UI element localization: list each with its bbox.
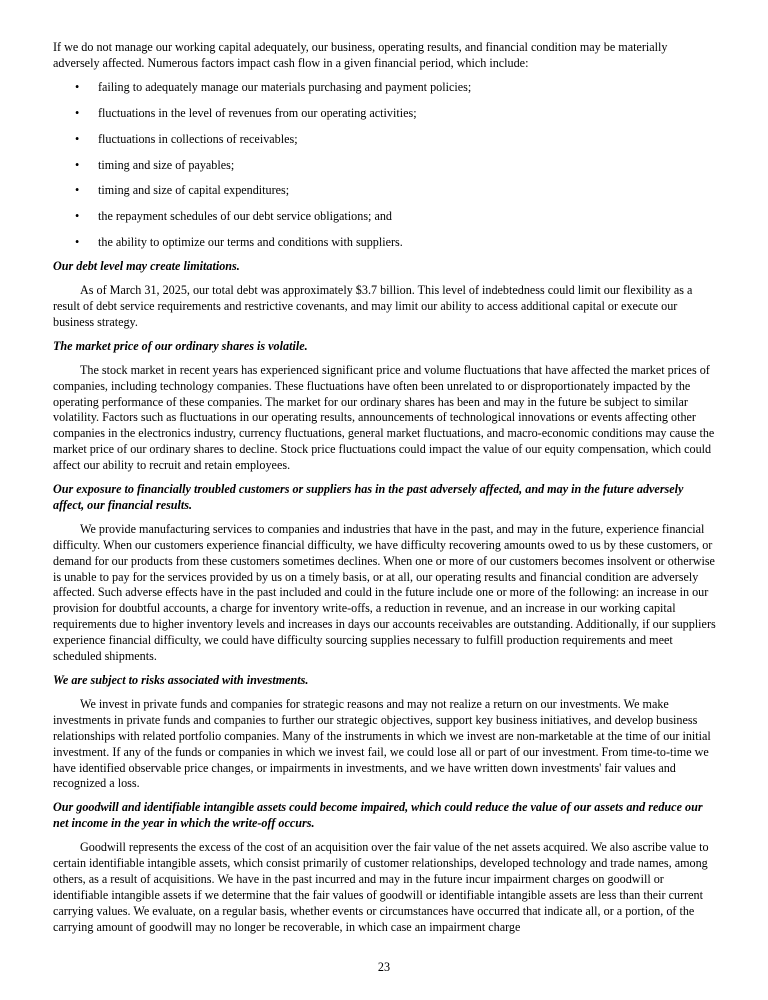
list-item — [53, 183, 716, 199]
list-item-text: fluctuations in the level of revenues from our operating activities; — [98, 105, 417, 120]
bullet-icon: • — [75, 131, 80, 146]
bullet-icon: • — [75, 235, 80, 250]
list-item — [53, 158, 716, 174]
list-item — [53, 209, 716, 225]
section-body-market-price: The stock market in recent years has experienced significant price and volume fluctuations that have affected the market prices of companies, including technology companies. These fluctuations have often been unrelated to or disproportionately impacted by the operating performance of these companies. The market for our ordinary shares has been and may in the future be subject to similar volatility. Factors such as fluctuations in our operating results, announcements of technological innovations or events affecting other companies in the electronics industry, currency fluctuations, general market fluctuations, and macro-economic conditions may cause the market price of our ordinary shares to decline. Stock price fluctuations could impact the value of our equity compensation, which could affect our ability to recruit and retain employees. — [53, 362, 715, 473]
bullet-icon: • — [75, 79, 80, 94]
list-item — [53, 106, 716, 122]
list-item-text: timing and size of capital expenditures; — [98, 183, 290, 198]
section-heading-goodwill: Our goodwill and identifiable intangible assets could become impaired, which could reduce the value of our assets and reduce our net income in the year in which the write-off occurs. — [53, 800, 703, 831]
section-heading-investments: We are subject to risks associated with investments. — [53, 673, 309, 687]
section-heading-troubled-customers: Our exposure to financially troubled customers or suppliers has in the past adversely affected, and may in the future adversely affect, our financial results. — [53, 482, 684, 512]
document-page — [53, 40, 716, 944]
list-item-text: timing and size of payables; — [98, 157, 235, 172]
list-item — [53, 132, 716, 148]
section-heading-market-price: The market price of our ordinary shares is volatile. — [53, 338, 308, 353]
section-body-investments: We invest in private funds and companies for strategic reasons and may not realize a return on our investments. We make investments in private funds and companies to further our strategic objectives, support key business initiatives, and develop business relationships with related portfolio companies. Many of the instruments in which we invest are non-marketable at the time of our initial investment. If any of the funds or companies in which we invest fail, we could lose all or part of our investment. From time-to-time we have identified observable price changes, or impairments in investments, and we have written down investments' fair values and recognized a loss. — [53, 696, 711, 791]
list-item-text: the ability to optimize our terms and conditions with suppliers. — [98, 235, 403, 250]
list-item-text: fluctuations in collections of receivables; — [98, 131, 298, 146]
cash-flow-factors-list — [53, 80, 716, 251]
list-item — [53, 235, 716, 251]
bullet-icon: • — [75, 157, 80, 172]
bullet-icon: • — [75, 183, 80, 198]
bullet-icon: • — [75, 209, 80, 224]
list-item-text: the repayment schedules of our debt service obligations; and — [98, 209, 392, 224]
page-number: 23 — [377, 960, 391, 974]
bullet-icon: • — [75, 105, 80, 120]
list-item-text: failing to adequately manage our materials purchasing and payment policies; — [98, 79, 472, 94]
intro-paragraph: If we do not manage our working capital adequately, our business, operating results, and financial condition may be materially adversely affected. Numerous factors impact cash flow in a given financial period, which include: — [53, 40, 668, 70]
section-body-goodwill: Goodwill represents the excess of the cost of an acquisition over the fair value of the net assets acquired. We also ascribe value to certain identifiable intangible assets, which consist primarily of customer relationships, developed technology and trade names, among others, as a result of acquisitions. We have in the past incurred and may in the future incur impairment charges on goodwill or identifiable intangible assets if we determine that the fair values of goodwill or identifiable intangible assets are less than their current carrying values. We evaluate, on a regular basis, whether events or circumstances have occurred that indicate all, or a portion, of the carrying amount of goodwill may no longer be recoverable, in which case an impairment charge — [53, 840, 709, 934]
list-item — [53, 80, 716, 96]
section-body-debt: As of March 31, 2025, our total debt was approximately $3.7 billion. This level of indebtedness could limit our flexibility as a result of debt service requirements and restrictive covenants, and may limit our ability to access additional capital or execute our business strategy. — [53, 283, 693, 329]
section-body-troubled-customers: We provide manufacturing services to companies and industries that have in the past, and may in the future, experience financial difficulty. When our customers experience financial difficulty, we have difficulty recovering amounts owed to us by these customers, or demand for our products from these customers sometimes declines. When one or more of our customers becomes insolvent or otherwise is unable to pay for the services provided by us on a timely basis, or at all, our operating results and financial condition are adversely affected. Such adverse effects have in the past included and could in the future include one or more of the following: an increase in our provision for doubtful accounts, a charge for inventory write-offs, a reduction in revenue, and an increase in our working capital requirements due to higher inventory levels and increases in days our accounts receivables are outstanding. Additionally, if our suppliers experience financial difficulty, we could have difficulty sourcing supplies necessary to fulfill production requirements and meet scheduled shipments. — [53, 521, 716, 664]
section-heading-debt: Our debt level may create limitations. — [53, 259, 240, 274]
